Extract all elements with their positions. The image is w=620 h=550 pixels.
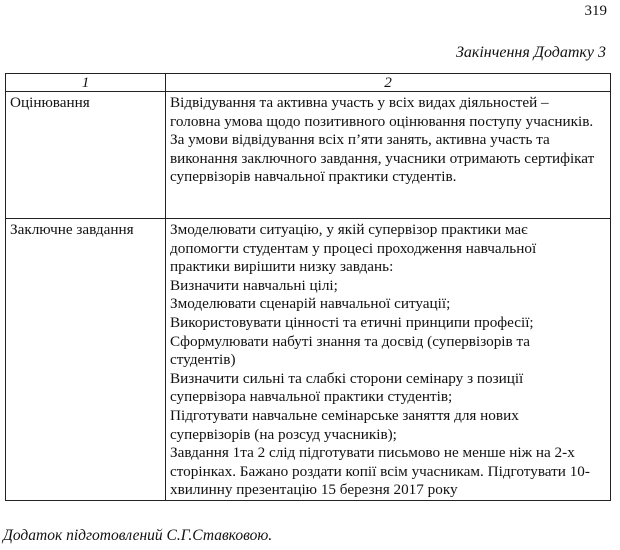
text-line: виконання заключного завдання, учасники отримають сертифікат	[170, 149, 595, 167]
appendix-table	[5, 73, 611, 501]
table-header-row	[6, 74, 611, 92]
text-line: сторінках. Бажано роздати копії всім учасникам. Підготувати 10-	[170, 462, 590, 480]
column-header-2: 2	[166, 74, 611, 92]
text-line: студентів)	[170, 351, 236, 369]
row-content-final-task	[166, 219, 611, 501]
text-line: Завдання 1та 2 слід підготувати письмово не менше ніж на 2-х	[170, 444, 575, 462]
page-number: 319	[584, 3, 607, 19]
text-line: Сформулювати набуті знання та досвід (супервізорів та	[170, 332, 531, 350]
row-label-final-task: Заключне завдання	[6, 219, 166, 501]
text-line: практики вирішити низку завдань:	[170, 258, 394, 276]
text-line: супервізорів (на розсуд учасників);	[170, 425, 397, 443]
continuation-heading: Закінчення Додатку 3	[455, 44, 606, 61]
text-line: Змоделювати ситуацію, у якій супервізор практики має	[170, 221, 528, 238]
text-line: Визначити навчальні цілі;	[170, 276, 338, 294]
text-line: За умови відвідування всіх п’яти занять, активна участь та	[170, 131, 550, 149]
row-content-evaluation	[166, 92, 611, 219]
text-line: головна умова щодо позитивного оцінювання поступу учасників.	[170, 112, 594, 130]
column-header-1: 1	[6, 74, 166, 92]
text-line: Визначити сильні та слабкі сторони семінару з позиції	[170, 369, 524, 387]
text-line: супервізора навчальної практики студентів;	[170, 388, 453, 406]
row-label-evaluation: Оцінювання	[6, 92, 166, 219]
text-line: хвилинну презентацію 15 березня 2017 року	[170, 481, 458, 499]
text-line: Змоделювати сценарій навчальної ситуації;	[170, 295, 451, 313]
table-row-evaluation	[6, 92, 611, 219]
text-line: Відвідування та активна участь у всіх видах діяльностей –	[170, 94, 549, 111]
text-line: Використовувати цінності та етичні принципи професії;	[170, 313, 534, 331]
text-line: супервізорів навчальної практики студентів.	[170, 168, 457, 186]
text-line: допомогти студентам у процесі проходження навчальної	[170, 239, 537, 257]
text-line: Підготувати навчальне семінарське заняття для нових	[170, 406, 519, 424]
footer-note: Додаток підготовлений С.Г.Ставковою.	[3, 527, 273, 544]
table-row-final-task	[6, 219, 611, 501]
